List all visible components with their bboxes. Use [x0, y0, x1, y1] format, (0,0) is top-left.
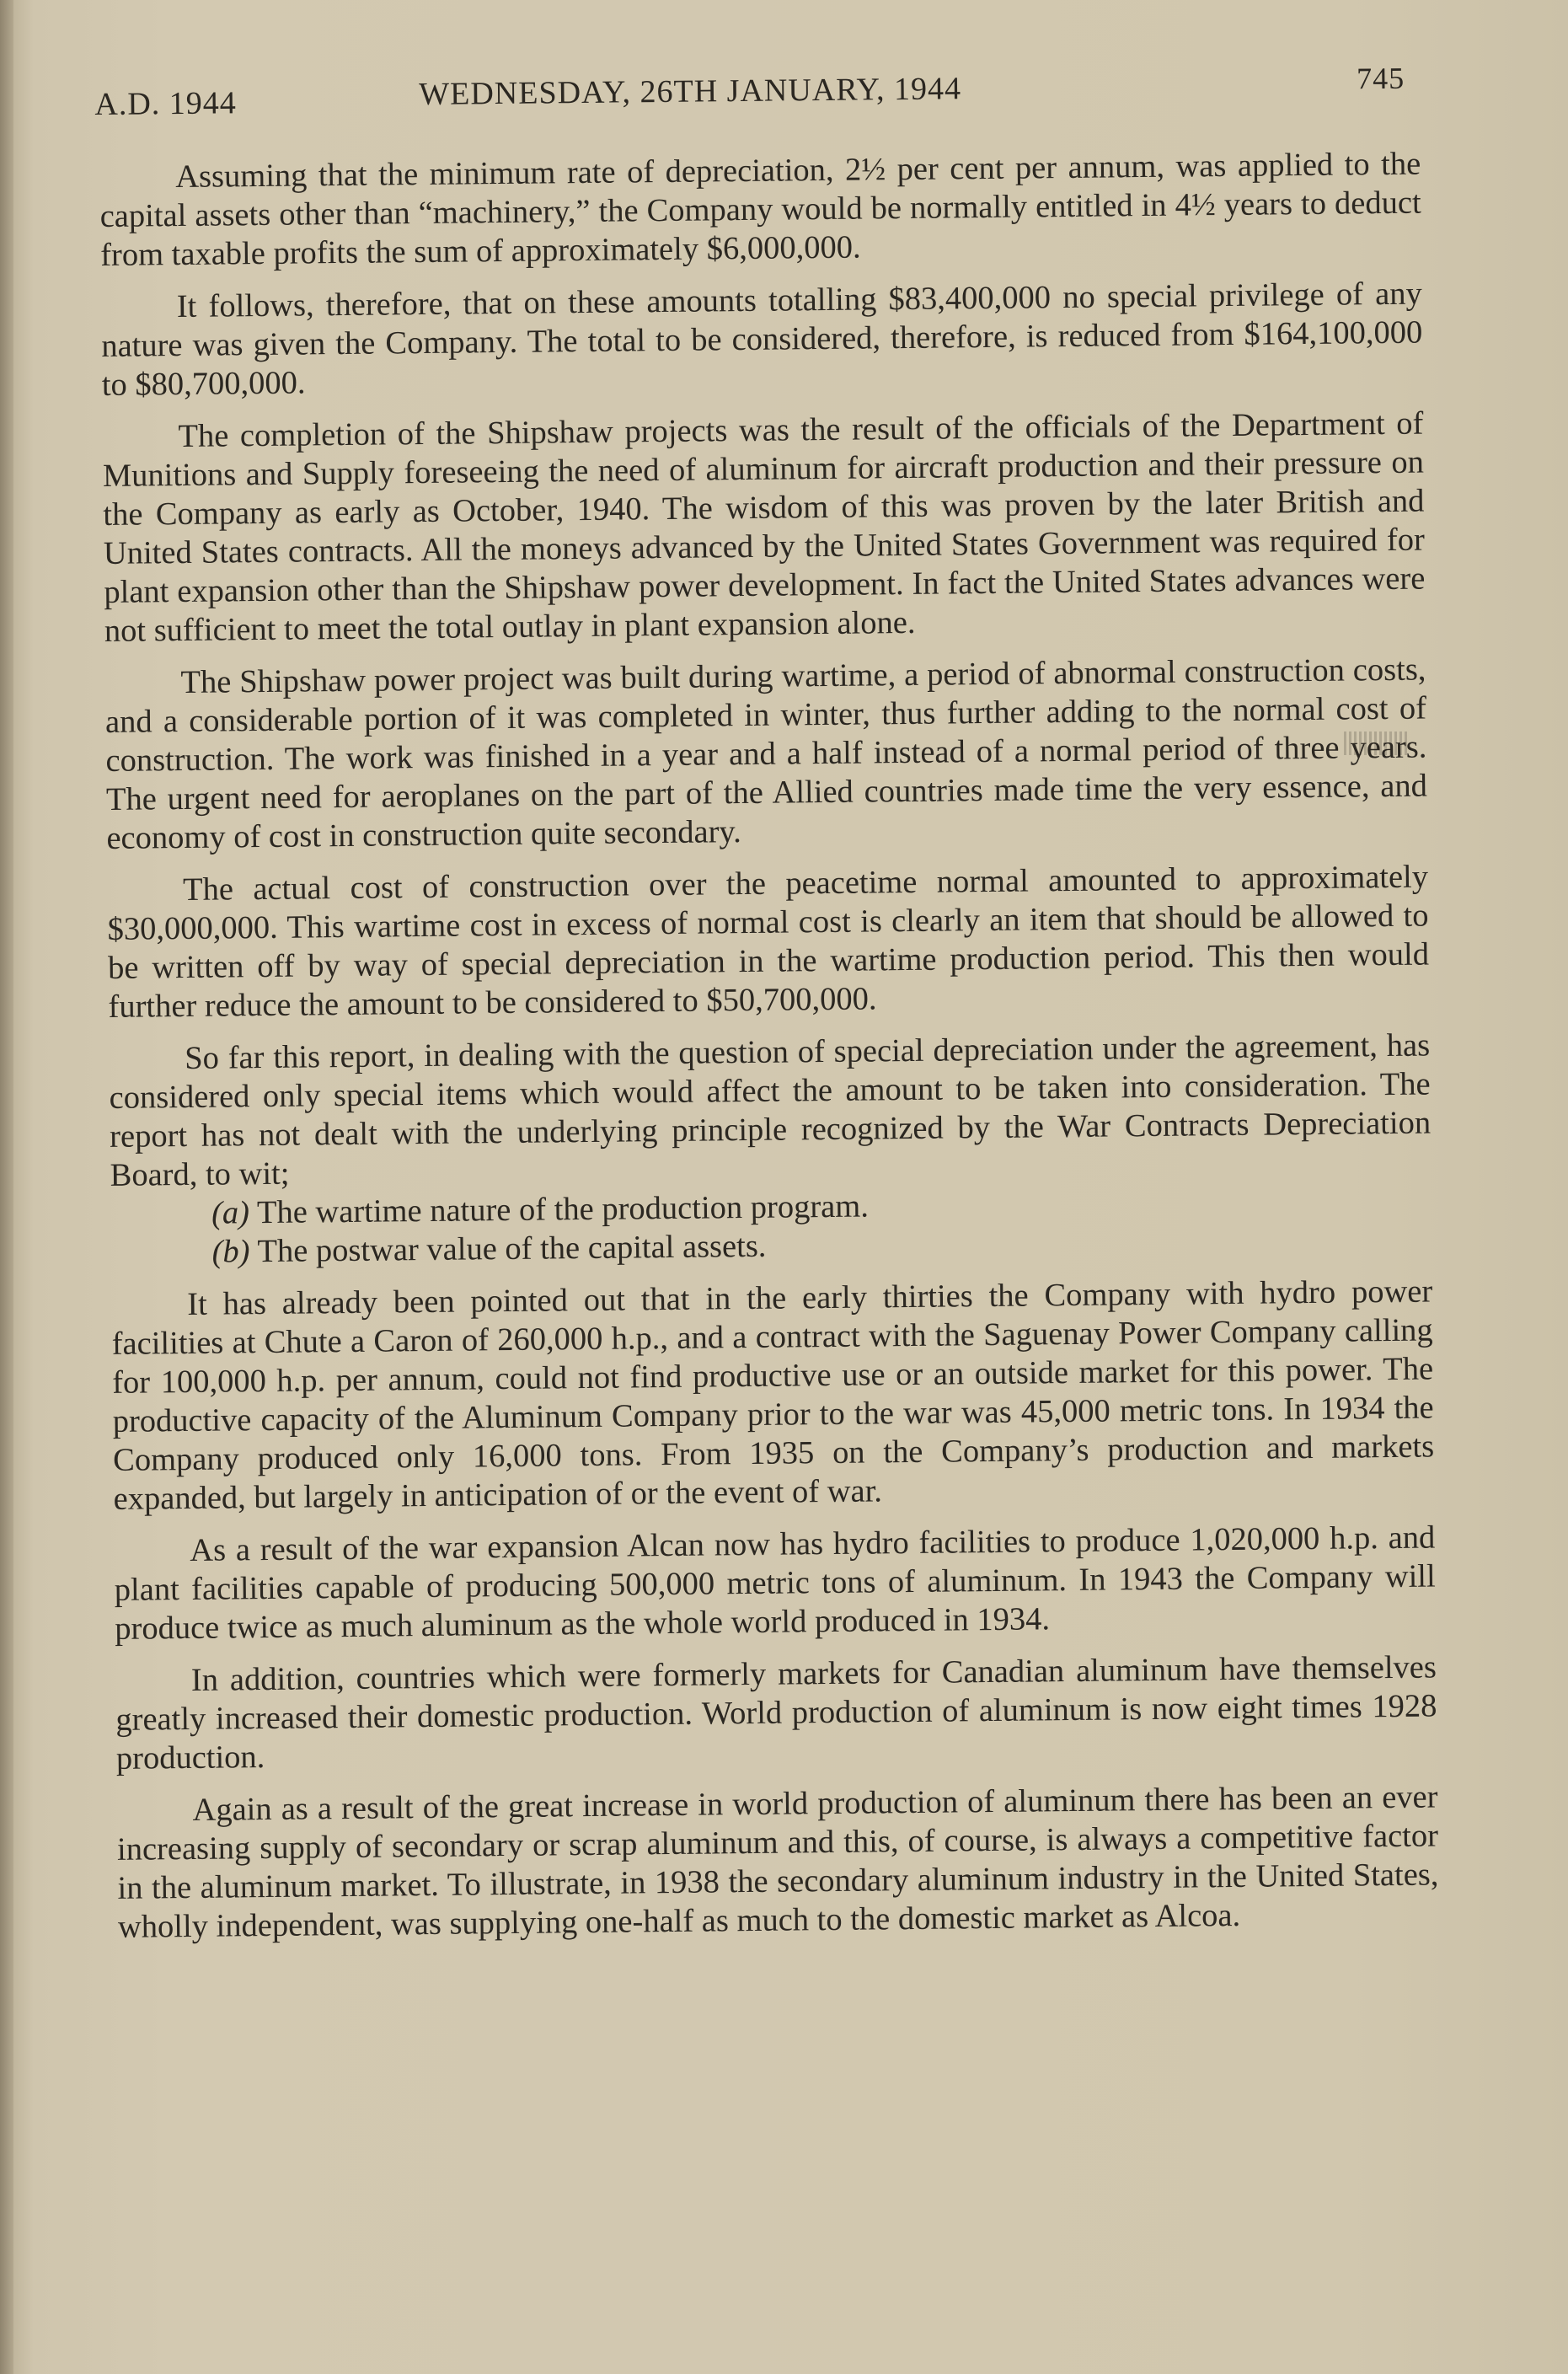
- paragraph: It follows, therefore, that on these amounts totalling $83,400,000 no special privilege of any nature was given the Company. The total to be considered, therefore, is reduced from $164,100,000 to $80,700,000.: [101, 276, 1423, 403]
- paragraph: As a result of the war expansion Alcan now has hydro facilities to produce 1,020,000 h.p. and plant facilities capable of producing 500,000 metric tons of aluminum. In 1943 the Company will produce twice as much aluminum as the whole world produced in 1934.: [114, 1519, 1436, 1647]
- book-spine-shadow: [0, 0, 13, 2374]
- paragraph: The completion of the Shipshaw projects was the result of the officials of the Department of Munitions and Supply foreseeing the need of aluminum for aircraft production and their pressure on the Company as early as October, 1940. The wisdom of this was proven by the later British and United States contracts. All the moneys advanced by the United States Government was required for plant expansion other than the Shipshaw power development. In fact the United States advances were not sufficient to meet the total outlay in plant expansion alone.: [102, 405, 1426, 649]
- list-item-label: (b): [211, 1234, 250, 1270]
- paragraph: So far this report, in dealing with the question of special depreciation under the agreement, has considered only special items which would affect the amount to be taken into consideration. The report has not dealt with the underlying principle recognized by the War Contracts Depreciation Board, to wit;: [109, 1027, 1432, 1193]
- running-header: [94, 61, 1418, 133]
- paragraph: In addition, countries which were formerly markets for Canadian aluminum have themselves greatly increased their domestic production. World production of aluminum is now eight times 1928 production.: [115, 1649, 1437, 1776]
- header-year: A.D. 1944: [94, 85, 237, 122]
- page-number: 745: [1356, 61, 1405, 96]
- list-item-label: (a): [211, 1195, 250, 1231]
- paragraph: The Shipshaw power project was built during wartime, a period of abnormal construction costs, and a considerable portion of it was completed in winter, thus further adding to the normal cost of construction. The work was finished in a year and a half instead of a normal period of three years. The urgent need for aeroplanes on the part of the Allied countries made time the very essence, and economy of cost in construction quite secondary.: [104, 651, 1428, 856]
- list-item-text: The postwar value of the capital assets.: [257, 1228, 767, 1270]
- list-item-text: The wartime nature of the production program.: [256, 1188, 870, 1231]
- paragraph: It has already been pointed out that in the early thirties the Company with hydro power facilities at Chute a Caron of 260,000 h.p., and a contract with the Saguenay Power Company calling for 100,000 h.p. per annum, could not find productive use or an outside market for this power. The productive capacity of the Aluminum Company prior to the war was 45,000 metric tons. In 1934 the Company produced only 16,000 tons. From 1935 on the Company’s production and markets expanded, but largely in anticipation of or the event of war.: [111, 1273, 1435, 1517]
- enumerated-list: [110, 1182, 1432, 1273]
- paragraph: The actual cost of construction over the peacetime normal amounted to approximately $30,000,000. This wartime cost in excess of normal cost is clearly an item that should be allowed to be written off by way of special depreciation in the wartime production period. This then would further reduce the amount to be considered to $50,700,000.: [107, 859, 1430, 1025]
- body-text: [99, 145, 1439, 1960]
- header-date: WEDNESDAY, 26TH JANUARY, 1944: [419, 71, 962, 112]
- paragraph: Again as a result of the great increase in world production of aluminum there has been an ever increasing supply of secondary or scrap aluminum and this, of course, is always a competitive factor in the aluminum market. To illustrate, in 1938 the secondary aluminum industry in the United States, wholly independent, was supplying one-half as much to the domestic market as Alcoa.: [116, 1779, 1439, 1945]
- paragraph: Assuming that the minimum rate of depreciation, 2½ per cent per annum, was applied to the capital assets other than “machinery,” the Company would be normally entitled in 4½ years to deduct from taxable profits the sum of approximately $6,000,000.: [99, 146, 1421, 273]
